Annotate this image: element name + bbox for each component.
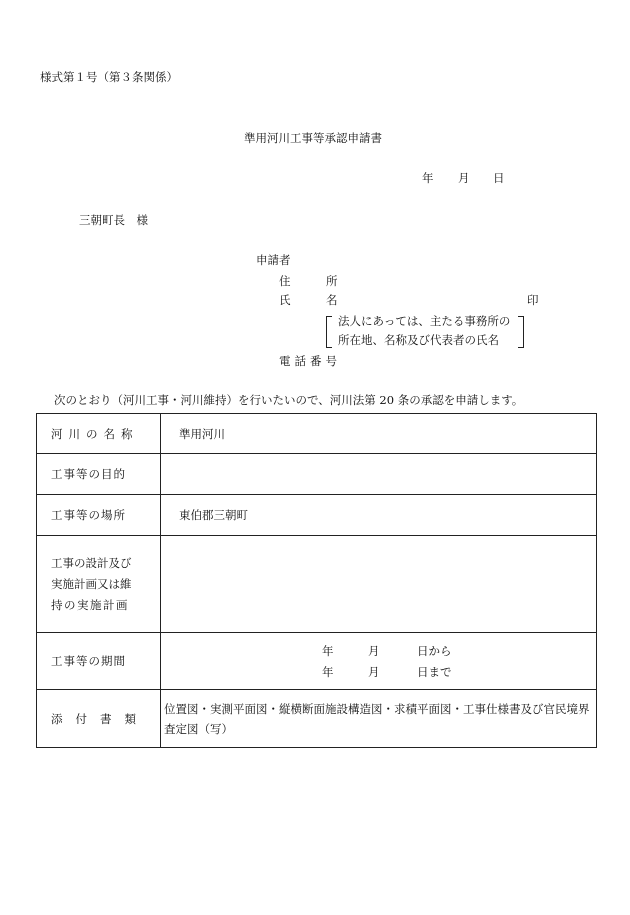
phone-label: 電話番号	[279, 354, 341, 368]
application-table	[36, 413, 597, 748]
period-from	[322, 643, 452, 659]
period-from-suffix: 日から	[417, 644, 452, 658]
purpose-value	[161, 454, 597, 495]
intro-sentence: 次のとおり（河川工事・河川維持）を行いたいので、河川法第 20 条の承認を申請します。	[54, 393, 524, 407]
period-value	[161, 633, 597, 690]
row-location	[37, 495, 597, 536]
name-label-char2: 名	[326, 293, 338, 307]
row-plan	[37, 536, 597, 633]
period-to	[322, 664, 452, 680]
date-day: 日	[493, 171, 505, 185]
river-name-value: 準用河川	[161, 414, 597, 454]
name-label-char1: 氏	[279, 293, 291, 307]
period-to-month: 月	[368, 665, 380, 679]
period-to-suffix: 日まで	[417, 665, 452, 679]
period-label: 工事等の期間	[37, 633, 161, 690]
corporate-note-line1: 法人にあっては、主たる事務所の	[338, 314, 511, 328]
plan-value	[161, 536, 597, 633]
applicant-heading: 申請者	[256, 253, 291, 267]
attachments-line1: 位置図・実測平面図・縦横断面施設構造図・求積平面図・工事仕様書及び官民境界	[164, 701, 590, 716]
plan-label-line2: 実施計画又は維	[51, 576, 132, 591]
address-label-char2: 所	[326, 274, 338, 288]
location-label: 工事等の場所	[37, 495, 161, 536]
seal-mark: 印	[527, 293, 539, 307]
form-number: 様式第１号（第３条関係）	[40, 70, 178, 84]
corporate-note-line2: 所在地、名称及び代表者の氏名	[338, 333, 499, 347]
plan-label-line1: 工事の設計及び	[51, 555, 132, 570]
attachments-value	[161, 690, 597, 748]
plan-label	[37, 536, 161, 633]
row-river-name	[37, 414, 597, 454]
date-year: 年	[422, 171, 434, 185]
note-bracket-right	[518, 316, 524, 348]
addressee: 三朝町長 様	[79, 213, 148, 227]
date-month: 月	[458, 171, 470, 185]
row-period	[37, 633, 597, 690]
attachments-line2: 査定図（写）	[164, 721, 233, 736]
document-title: 準用河川工事等承認申請書	[244, 131, 382, 145]
attachments-label: 添付書類	[37, 690, 161, 748]
row-purpose	[37, 454, 597, 495]
period-from-month: 月	[368, 644, 380, 658]
purpose-label: 工事等の目的	[37, 454, 161, 495]
period-to-year: 年	[322, 665, 334, 679]
address-label-char1: 住	[279, 274, 291, 288]
plan-label-line3: 持の実施計画	[51, 597, 129, 612]
row-attachments	[37, 690, 597, 748]
period-from-year: 年	[322, 644, 334, 658]
note-bracket-left	[326, 316, 332, 348]
river-name-label: 河川の名称	[37, 414, 161, 454]
location-value: 東伯郡三朝町	[161, 495, 597, 536]
